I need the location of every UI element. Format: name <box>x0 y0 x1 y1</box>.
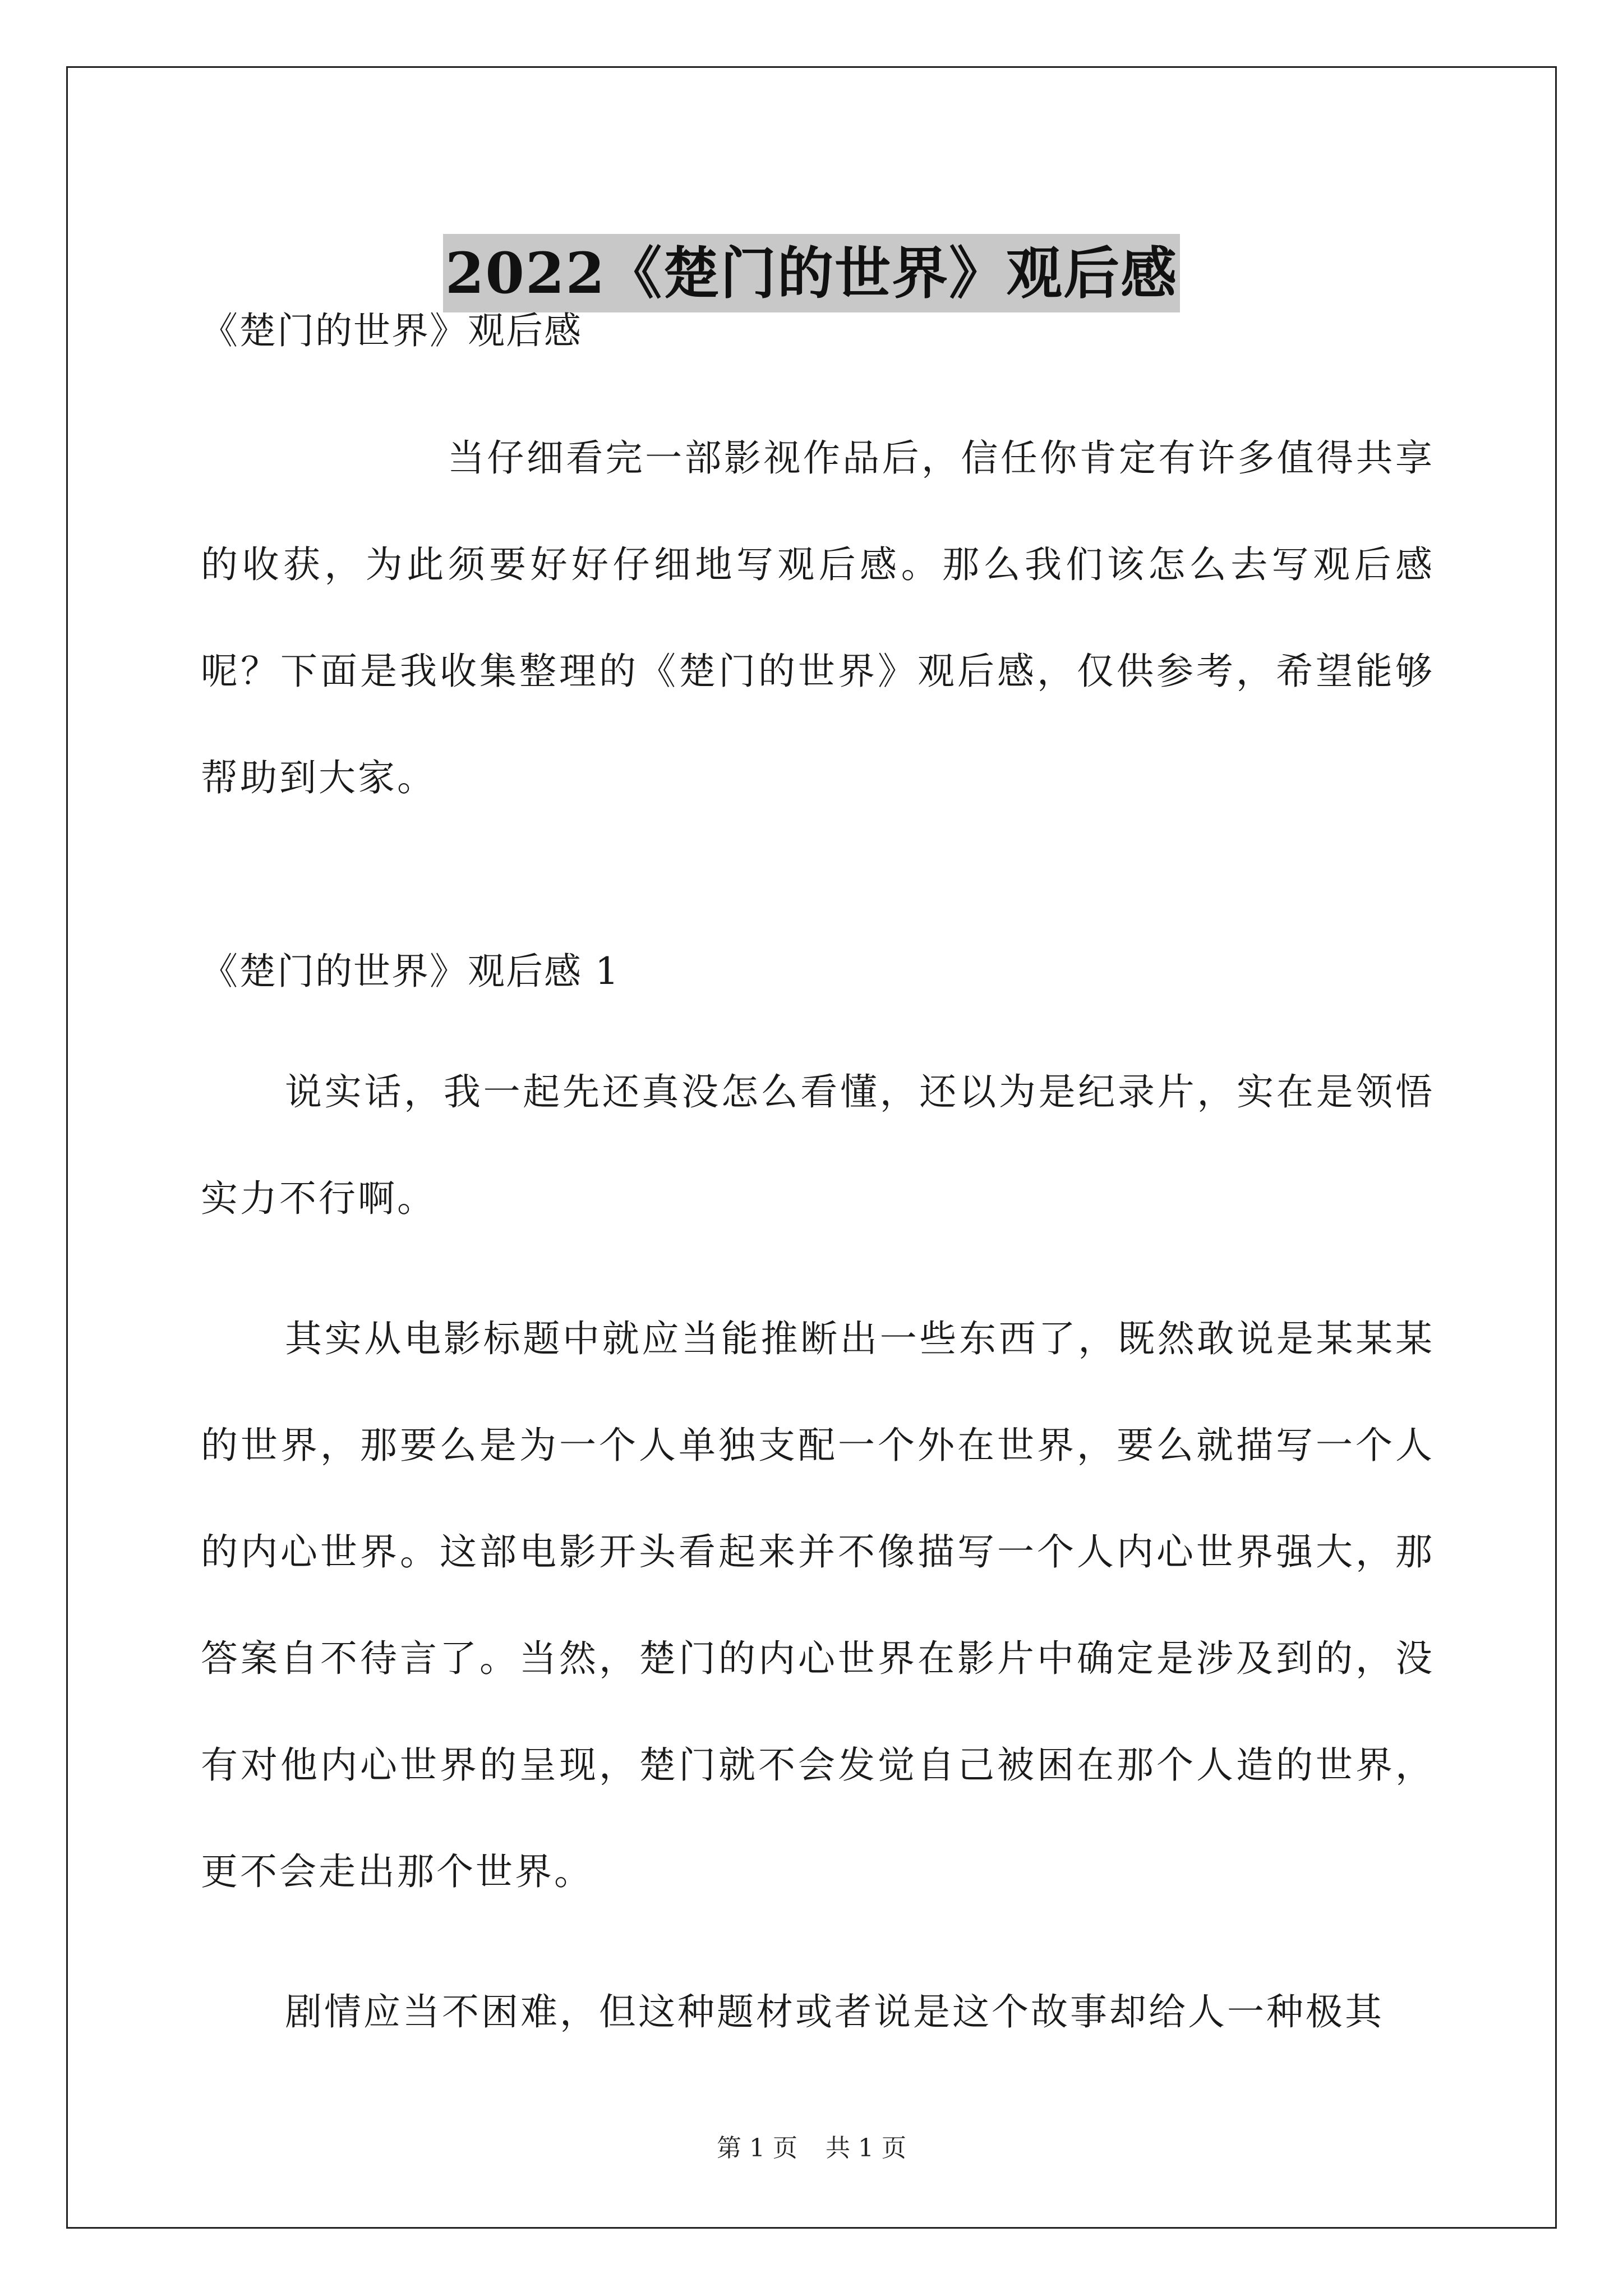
section-1-paragraph: 说实话，我一起先还真没怎么看懂，还以为是纪录片，实在是领悟实力不行啊。 <box>201 1070 1435 1220</box>
document-title: 2022《楚门的世界》观后感 <box>443 234 1180 312</box>
intro-heading: 《楚门的世界》观后感 <box>201 309 582 352</box>
page-number: 第 1 页 <box>717 2134 797 2162</box>
document-body <box>201 303 1435 2065</box>
section-1-paragraph: 剧情应当不困难，但这种题材或者说是这个故事却给人一种极其 <box>285 1990 1384 2033</box>
page-footer <box>0 2132 1623 2165</box>
page-total: 共 1 页 <box>826 2134 906 2162</box>
intro-paragraph: 当仔细看完一部影视作品后，信任你肯定有许多值得共享的收获，为此须要好好仔细地写观后感。那么我们该怎么去写观后感呢？下面是我收集整理的《楚门的世界》观后感，仅供参考，希望能够帮助到大家。 <box>201 436 1435 799</box>
section-1-paragraph: 其实从电影标题中就应当能推断出一些东西了，既然敢说是某某某的世界，那要么是为一个人单独支配一个外在世界，要么就描写一个人的内心世界。这部电影开头看起来并不像描写一个人内心世界强大，那答案自不待言了。当然，楚门的内心世界在影片中确定是涉及到的，没有对他内心世界的呈现，楚门就不会发觉自己被困在那个人造的世界，更不会走出那个世界。 <box>201 1317 1435 1893</box>
section-spacer <box>201 831 1435 944</box>
section-1-heading: 《楚门的世界》观后感 1 <box>201 950 620 993</box>
